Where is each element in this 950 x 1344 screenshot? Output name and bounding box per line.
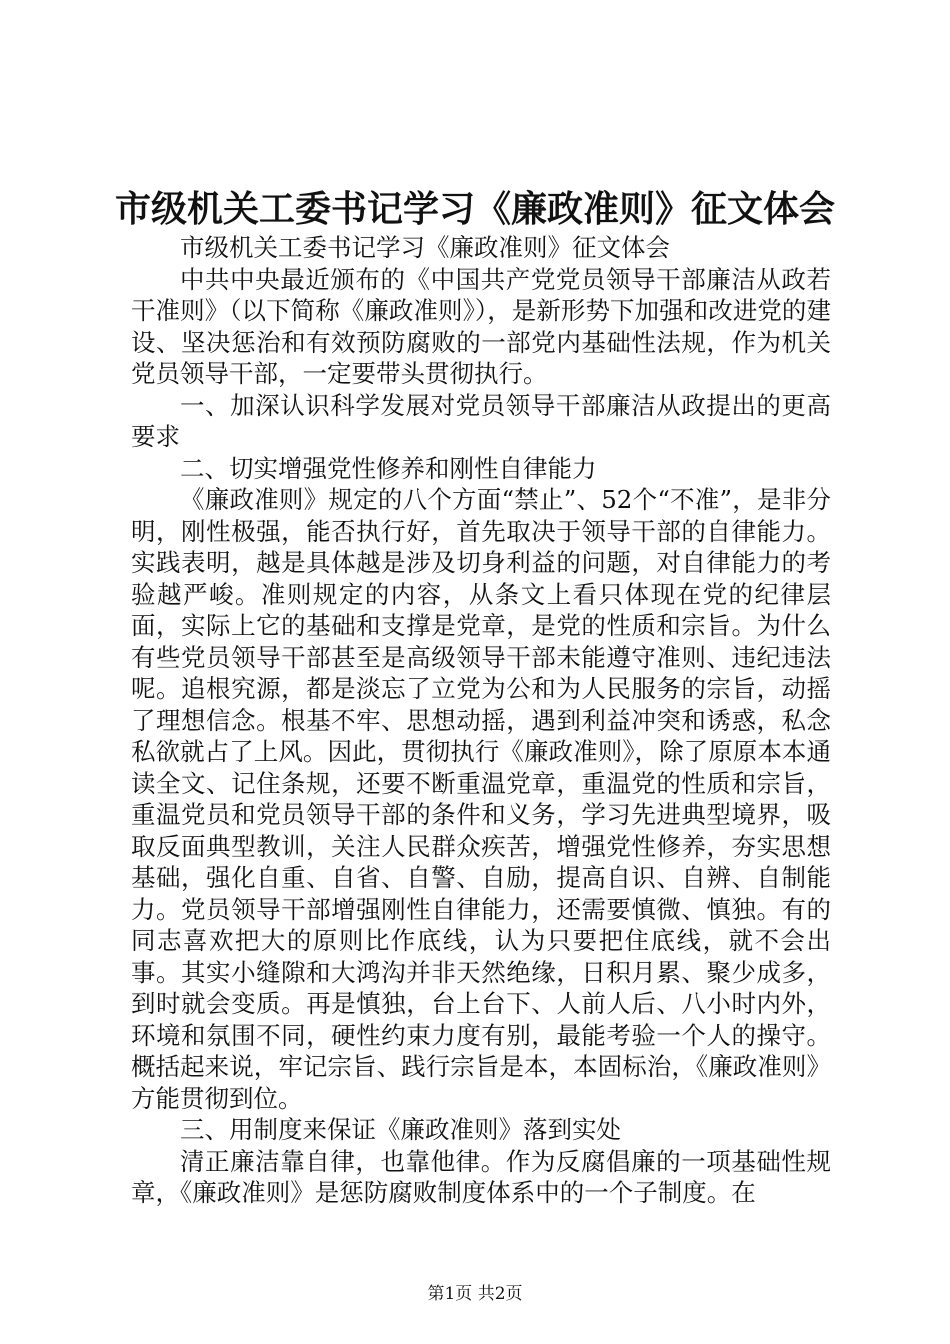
section-heading-2: 二、切实增强党性修养和刚性自律能力	[180, 453, 597, 483]
subtitle-paragraph: 市级机关工委书记学习《廉政准则》征文体会	[180, 233, 670, 262]
section-3-paragraph: 清正廉洁靠自律，也靠他律。作为反腐倡廉的一项基础性规章，《廉政准则》是惩防腐败制度体系中的一个子制度。在	[131, 1146, 831, 1207]
page-number-footer: 第1页 共2页	[427, 1284, 523, 1304]
section-heading-1: 一、加深认识科学发展对党员领导干部廉洁从政提出的更高要求	[131, 390, 831, 451]
document-title: 市级机关工委书记学习《廉政准则》征文体会	[114, 188, 835, 230]
document-body	[131, 232, 831, 1209]
intro-paragraph: 中共中央最近颁布的《中国共产党党员领导干部廉洁从政若干准则》（以下简称《廉政准则》），是新形势下加强和改进党的建设、坚决惩治和有效预防腐败的一部党内基础性法规，作为机关党员领导干部，一定要带头贯彻执行。	[131, 264, 831, 388]
section-heading-3: 三、用制度来保证《廉政准则》落到实处	[180, 1115, 621, 1144]
section-2-paragraph: 《廉政准则》规定的八个方面“禁止”、52个“不准”，是非分明，刚性极强，能否执行好，首先取决于领导干部的自律能力。实践表明，越是具体越是涉及切身利益的问题，对自律能力的考验越严峻。准则规定的内容，从条文上看只体现在党的纪律层面，实际上它的基础和支撑是党章，是党的性质和宗旨。为什么有些党员领导干部甚至是高级领导干部未能遵守准则、违纪违法呢。追根究源，都是淡忘了立党为公和为人民服务的宗旨，动摇了理想信念。根基不牢、思想动摇，遇到利益冲突和诱惑，私念私欲就占了上风。因此，贯彻执行《廉政准则》，除了原原本本通读全文、记住条规，还要不断重温党章，重温党的性质和宗旨，重温党员和党员领导干部的条件和义务，学习先进典型境界，吸取反面典型教训，关注人民群众疾苦，增强党性修养，夯实思想基础，强化自重、自省、自警、自励，提高自识、自辨、自制能力。党员领导干部增强刚性自律能力，还需要慎微、慎独。有的同志喜欢把大的原则比作底线，认为只要把住底线，就不会出事。其实小缝隙和大鸿沟并非天然绝缘，日积月累、聚少成多，到时就会变质。再是慎独，台上台下、人前人后、八小时内外，环境和氛围不同，硬性约束力度有别，最能考验一个人的操守。概括起来说，牢记宗旨、践行宗旨是本，本固标治，《廉政准则》方能贯彻到位。	[131, 485, 831, 1113]
